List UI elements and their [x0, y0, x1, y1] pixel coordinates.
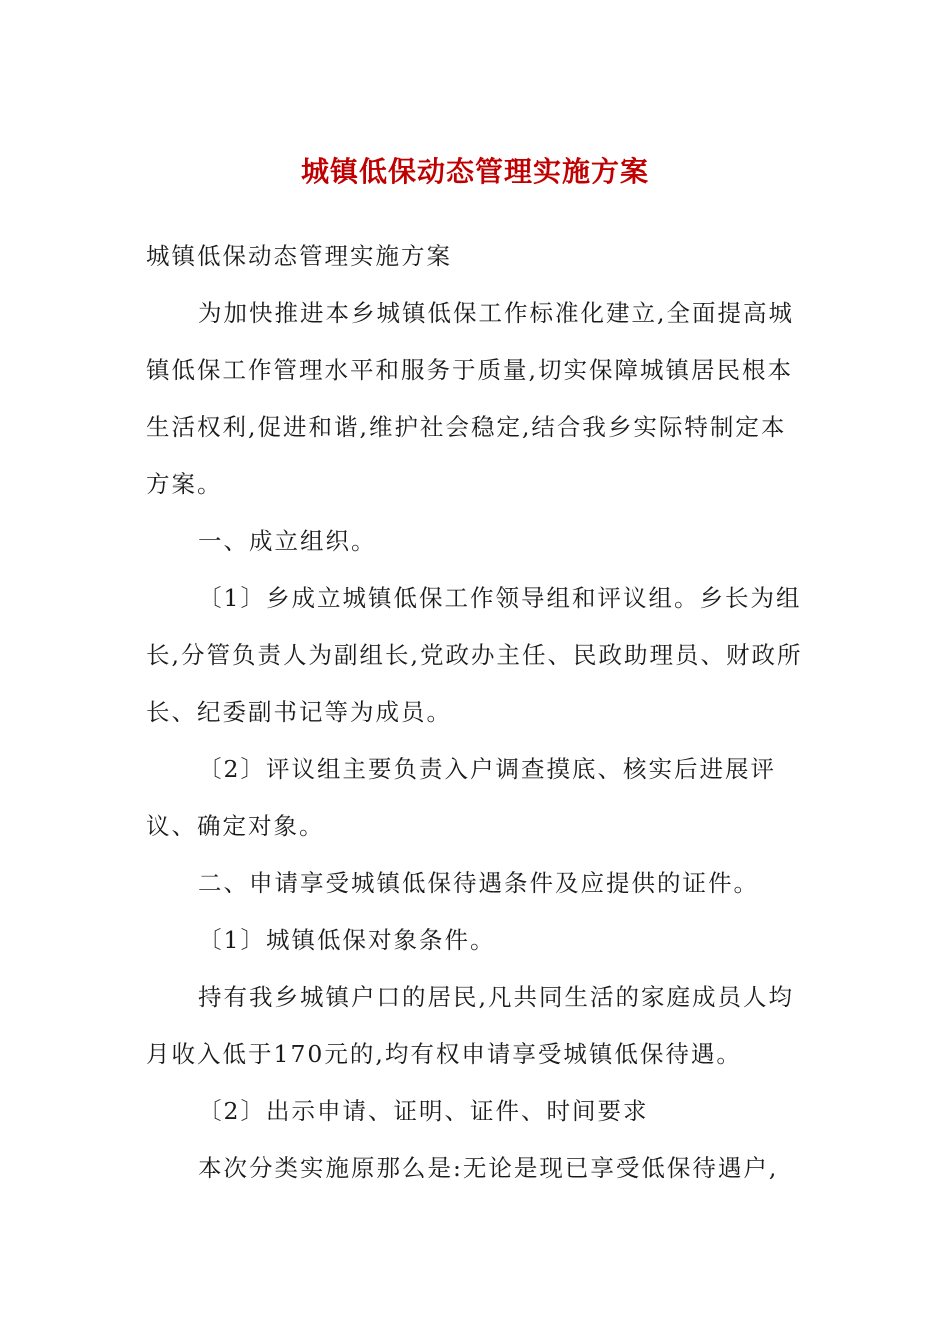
- document-title: 城镇低保动态管理实施方案: [300, 155, 649, 188]
- paragraph-item-2-1: 〔1〕城镇低保对象条件。: [198, 926, 496, 954]
- section-heading-1: 一、成立组织。: [198, 527, 377, 555]
- paragraph-conditions: 持有我乡城镇户口的居民,凡共同生活的家庭成员人均月收入低于170元的,均有权申请享受城镇低保待遇。: [146, 983, 794, 1068]
- paragraph-item-2-2: 〔2〕出示申请、证明、证件、时间要求: [198, 1097, 649, 1125]
- section-heading-2: 二、申请享受城镇低保待遇条件及应提供的证件。: [198, 869, 759, 897]
- document-body: [146, 228, 806, 1197]
- paragraph-item-1-1: 〔1〕乡成立城镇低保工作领导组和评议组。乡长为组长,分管负责人为副组长,党政办主任、民政助理员、财政所长、纪委副书记等为成员。: [146, 584, 803, 726]
- paragraph-intro: 为加快推进本乡城镇低保工作标准化建立,全面提高城镇低保工作管理水平和服务于质量,切实保障城镇居民根本生活权利,促进和谐,维护社会稳定,结合我乡实际特制定本方案。: [146, 299, 794, 498]
- paragraph-subtitle: 城镇低保动态管理实施方案: [146, 242, 452, 270]
- paragraph-principle: 本次分类实施原那么是:无论是现已享受低保待遇户,: [198, 1154, 779, 1182]
- paragraph-item-1-2: 〔2〕评议组主要负责入户调查摸底、核实后进展评议、确定对象。: [146, 755, 776, 840]
